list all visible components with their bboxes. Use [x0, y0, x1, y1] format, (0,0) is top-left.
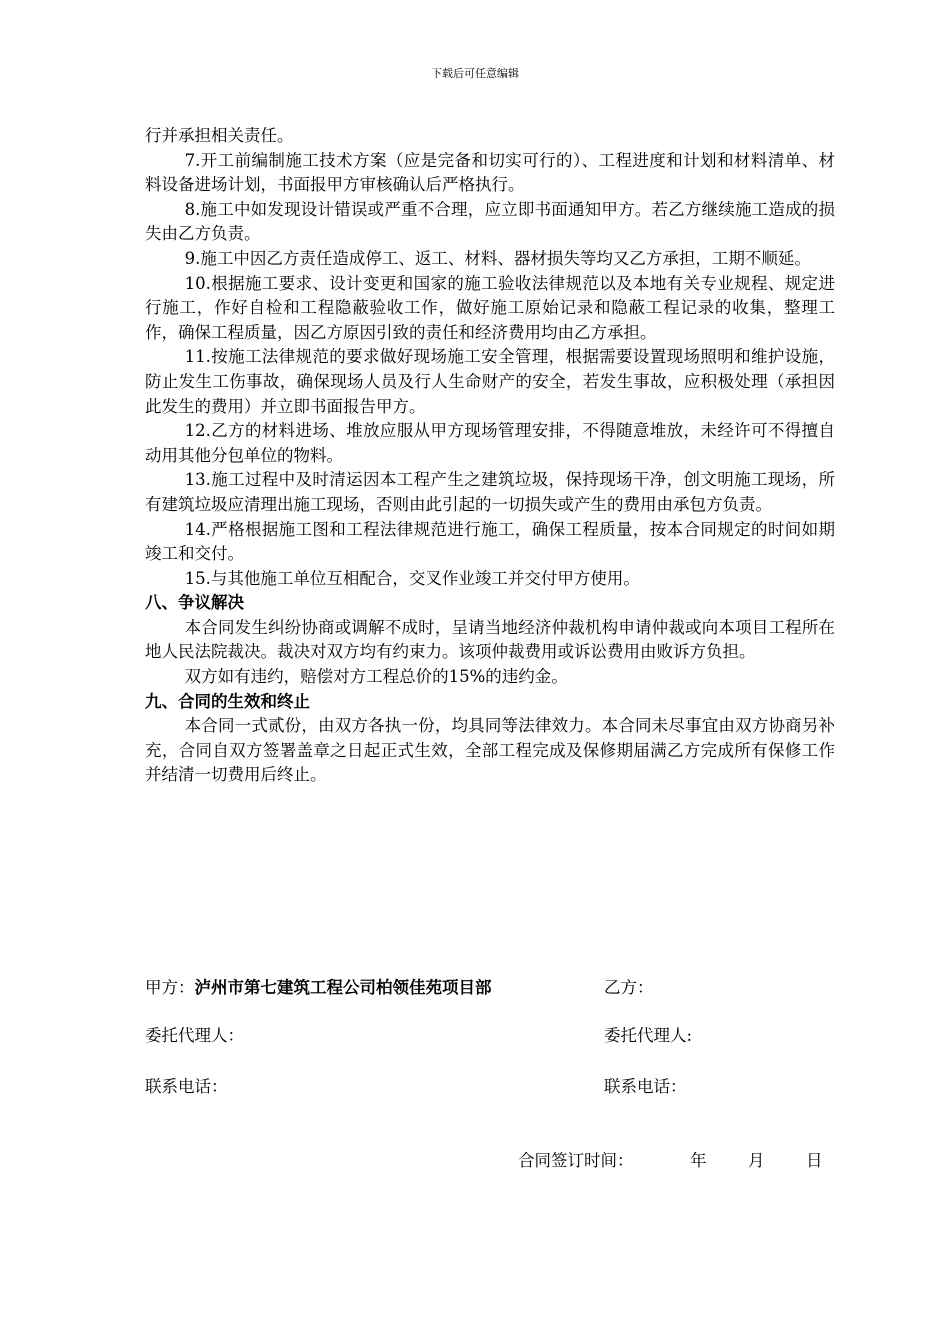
- contract-clause: 行并承担相关责任。: [145, 126, 294, 145]
- contract-clause: 10.根据施工要求、设计变更和国家的施工验收法律规范以及本地有关专业规程、规定进行施工，作好自检和工程隐蔽验收工作，做好施工原始记录和隐蔽工程记录的收集，整理工作，确保工程质量，因乙方原因引致的责任和经济费用均由乙方承担。: [145, 273, 835, 342]
- phone-a-label: 联系电话：: [145, 1077, 228, 1096]
- section-heading: 八、争议解决: [145, 593, 244, 613]
- contract-clause: 14.严格根据施工图和工程法律规范进行施工，确保工程质量，按本合同规定的时间如期竣工和交付。: [145, 519, 835, 564]
- sign-month: 月: [748, 1151, 765, 1170]
- contract-clause: 本合同发生纠纷协商或调解不成时，呈请当地经济仲裁机构申请仲裁或向本项目工程所在地人民法院裁决。裁决对双方均有约束力。该项仲裁费用或诉讼费用由败诉方负担。: [145, 617, 835, 662]
- contract-clause: 本合同一式贰份，由双方各执一份，均具同等法律效力。本合同未尽事宜由双方协商另补充，合同自双方签署盖章之日起正式生效，全部工程完成及保修期届满乙方完成所有保修工作并结清一切费用后终止。: [145, 716, 835, 785]
- sign-time-label: 合同签订时间：: [518, 1151, 634, 1170]
- party-a-label: 甲方：: [145, 978, 195, 997]
- contract-clause: 8.施工中如发现设计错误或严重不合理，应立即书面通知甲方。若乙方继续施工造成的损失由乙方负责。: [145, 199, 835, 244]
- contract-clause: 11.按施工法律规范的要求做好现场施工安全管理，根据需要设置现场照明和维护设施，防止发生工伤事故，确保现场人员及行人生命财产的安全，若发生事故，应积极处理（承担因此发生的费用）并立即书面报告甲方。: [145, 347, 835, 416]
- contract-body: [145, 124, 835, 788]
- agent-b-label: 委托代理人:: [604, 1026, 693, 1045]
- agent-a-label: 委托代理人：: [145, 1026, 244, 1045]
- party-a-line: [145, 974, 492, 998]
- contract-clause: 7.开工前编制施工技术方案（应是完备和切实可行的）、工程进度和计划和材料清单、材料设备进场计划，书面报甲方审核确认后严格执行。: [145, 150, 835, 195]
- sign-year: 年: [690, 1151, 707, 1170]
- page-header: 下载后可任意编辑: [431, 67, 519, 80]
- section-heading: 九、合同的生效和终止: [145, 691, 310, 711]
- contract-clause: 15.与其他施工单位互相配合，交叉作业竣工并交付甲方使用。: [184, 568, 640, 588]
- sign-day: 日: [806, 1151, 823, 1170]
- party-b-label: 乙方：: [604, 978, 654, 997]
- contract-clause: 双方如有违约，赔偿对方工程总价的15%的违约金。: [184, 667, 568, 687]
- contract-clause: 9.施工中因乙方责任造成停工、返工、材料、器材损失等均又乙方承担，工期不顺延。: [184, 248, 811, 268]
- party-a-name: 泸州市第七建筑工程公司柏领佳苑项目部: [194, 978, 492, 997]
- contract-clause: 13.施工过程中及时清运因本工程产生之建筑垃圾，保持现场干净，创文明施工现场，所有建筑垃圾应清理出施工现场，否则由此引起的一切损失或产生的费用由承包方负责。: [145, 470, 835, 514]
- contract-clause: 12.乙方的材料进场、堆放应服从甲方现场管理安排，不得随意堆放，未经许可不得擅自动用其他分包单位的物料。: [145, 421, 835, 465]
- phone-b-label: 联系电话：: [604, 1077, 687, 1096]
